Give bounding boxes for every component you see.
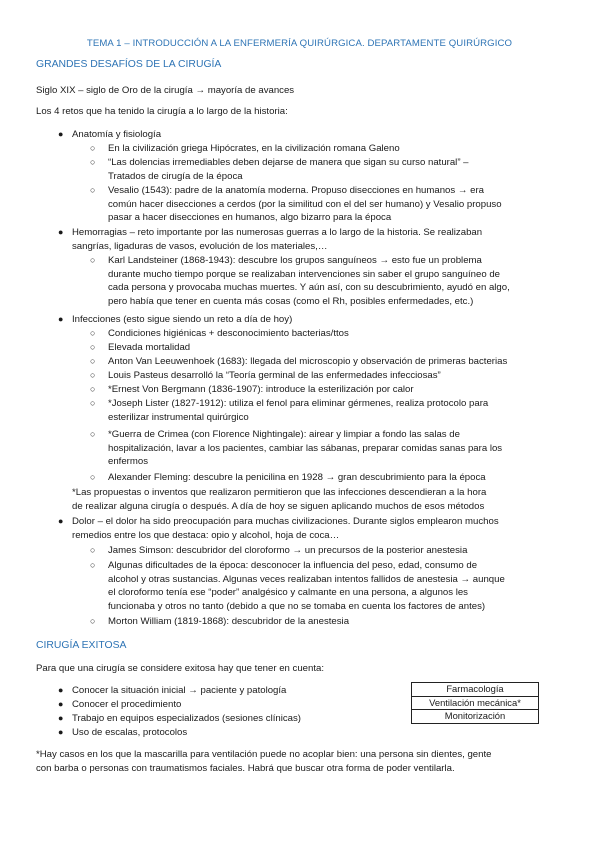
sub-bullet-condiciones [90,327,563,341]
table-row: Monitorización [412,710,538,724]
text-line: Hemorragias – reto importante por las numerosas guerras a lo largo de la historia. Se realizaban [72,227,483,238]
bullet-trabajo-equipos [58,712,402,726]
bullet-infecciones [58,313,563,327]
sub-bullet-crimea [90,428,563,469]
text-line: Alexander Fleming: descubre la penicilina en 1928 → gran descubrimiento para la época [108,472,486,483]
sub-bullet-morton [90,615,563,629]
bullet-dolor [58,515,563,542]
circle-bullet-icon: ○ [90,384,96,394]
text-line: alcohol y otras sustancias. Algunas veces realizaban intentos fallidos de anestesia → aunque [108,573,505,585]
text-line: *Guerra de Crimea (con Florence Nightingale): airear y limpiar a fondo las salas de [108,429,460,440]
text-line: En la civilización griega Hipócrates, en la civilización romana Galeno [108,143,400,154]
circle-bullet-icon: ○ [90,143,96,153]
sub-bullet-vesalio [90,184,563,225]
text-line: Morton William (1819-1868): descubridor de la anestesia [108,616,350,627]
text-line: “Las dolencias irremediables deben dejarse de manera que sigan su curso natural” – [108,157,469,168]
circle-bullet-icon: ○ [90,356,96,366]
text-line: enfermos [108,456,148,468]
section-heading-cirugia-exitosa: CIRUGÍA EXITOSA [36,640,127,651]
text-line: remedios entre los que destaca: opio y alcohol, hoja de coca… [72,529,340,541]
circle-bullet-icon: ○ [90,328,96,338]
bullet-anatomia-label: Anatomía y fisiología [72,129,162,140]
note-infecciones [72,486,563,513]
text-line: el cloroformo tenía ese “poder” analgésico y calmante en una persona, a algunos les [108,587,468,599]
circle-bullet-icon: ○ [90,157,96,167]
text-line: Algunas dificultades de la época: desconocer la influencia del peso, edad, consumo de [108,560,478,571]
text-line: sangrías, ligaduras de vasos, evolución de los materiales,… [72,240,328,252]
text-line: Tratados de cirugía de la época [108,170,243,182]
circle-bullet-icon: ○ [90,185,96,195]
text-line: hospitalización, lavar a los pacientes, cambiar las sábanas, preparar comidas sanas para los [108,442,503,454]
sub-bullet-leeuwenhoek [90,355,563,369]
circle-bullet-icon: ○ [90,472,96,482]
text-line: con barba o personas con traumatismos faciales. Habrá que buscar otra forma de poder ventilarla. [36,762,455,774]
bullet-dot-icon: ● [58,727,64,737]
bullet-dot-icon: ● [58,685,64,695]
text-line: Elevada mortalidad [108,342,191,353]
text-line: *Joseph Lister (1827-1912): utiliza el fenol para eliminar gérmenes, realiza protocolo para [108,398,489,409]
text-line: Trabajo en equipos especializados (sesiones clínicas) [72,713,301,724]
circle-bullet-icon: ○ [90,429,96,439]
paragraph-exitosa-intro: Para que una cirugía se considere exitosa hay que tener en cuenta: [36,663,325,674]
text-line: Anton Van Leeuwenhoek (1683): llegada del microscopio y observación de primeras bacterias [108,356,508,367]
text-line: Dolor – el dolor ha sido preocupación para muchas civilizaciones. Durante siglos emplearon muchos [72,516,499,527]
table-row: Farmacología [412,683,538,697]
text-line: *Ernest Von Bergmann (1836-1907): introduce la esterilización por calor [108,384,414,395]
bullet-dot-icon: ● [58,713,64,723]
document-title: TEMA 1 – INTRODUCCIÓN A LA ENFERMERÍA QUIRÚRGICA. DEPARTAMENTE QUIRÚRGICO [86,38,513,49]
sub-bullet-lister [90,397,563,424]
text-line: Louis Pasteus desarrolló la “Teoría germinal de las enfermedades infecciosas” [108,370,441,381]
text-line: Vesalio (1543): padre de la anatomía moderna. Propuso disecciones en humanos → era [108,185,484,196]
bullet-anatomia [58,128,563,142]
text-line: durante mucho tiempo porque se realizaban intervenciones sin saber el grupo sanguíneo de [108,268,500,280]
circle-bullet-icon: ○ [90,545,96,555]
bullet-procedimiento [58,698,402,712]
sub-bullet-dolencias [90,156,563,183]
bullet-hemorragias [58,226,563,253]
text-line: funcionaba y otros no tanto (debido a que no se tomaba en cuenta los factores de antes) [108,600,486,612]
sub-bullet-landsteiner [90,254,563,308]
text-line: *Hay casos en los que la mascarilla para ventilación puede no acoplar bien: una persona sin dientes, gente [36,749,492,760]
circle-bullet-icon: ○ [90,560,96,570]
sub-bullet-fleming [90,471,563,485]
circle-bullet-icon: ○ [90,616,96,626]
bullet-escalas [58,726,402,740]
circle-bullet-icon: ○ [90,398,96,408]
circle-bullet-icon: ○ [90,370,96,380]
text-line: *Las propuestas o inventos que realizaron permitieron que las infecciones descendieran a la hora [72,487,487,498]
paragraph-siglo-xix: Siglo XIX – siglo de Oro de la cirugía → mayoría de avances [36,85,295,96]
text-line: Conocer la situación inicial → paciente y patología [72,685,287,696]
paragraph-retos-intro: Los 4 retos que ha tenido la cirugía a lo largo de la historia: [36,106,288,117]
table-row: Ventilación mecánica* [412,697,538,711]
requirements-table [411,682,539,724]
text-line: de realizar alguna cirugía o después. A día de hoy se siguen aplicando muchos de esos métodos [72,500,485,512]
bullet-dot-icon: ● [58,227,64,237]
text-line: pasar a hacer disecciones en humanos, algo bizarro para la época [108,212,392,224]
sub-bullet-bergmann [90,383,563,397]
bullet-infecciones-label: Infecciones (esto sigue siendo un reto a día de hoy) [72,314,293,325]
note-mascarilla [36,748,563,775]
text-line: pero había que tener en cuenta más cosas (como el Rh, posibles enfermedades, etc.) [108,295,474,307]
text-line: Conocer el procedimiento [72,699,182,710]
circle-bullet-icon: ○ [90,342,96,352]
text-line: James Simson: descubridor del cloroformo → un precursos de la posterior anestesia [108,545,468,556]
text-line: Condiciones higiénicas + desconocimiento bacterias/ttos [108,328,349,339]
bullet-dot-icon: ● [58,129,64,139]
sub-bullet-hipocrates [90,142,563,156]
sub-bullet-simson [90,544,563,558]
sub-bullet-pasteus [90,369,563,383]
bullet-dot-icon: ● [58,314,64,324]
circle-bullet-icon: ○ [90,255,96,265]
bullet-dot-icon: ● [58,516,64,526]
text-line: Karl Landsteiner (1868-1943): descubre los grupos sanguíneos → esto fue un problema [108,255,482,266]
bullet-dot-icon: ● [58,699,64,709]
bullet-situacion-inicial [58,684,402,698]
text-line: Uso de escalas, protocolos [72,727,188,738]
sub-bullet-mortalidad [90,341,563,355]
text-line: esterilizar instrumental quirúrgico [108,411,249,423]
text-line: cada persona y provocaba muchas muertes. Y aún así, con su descubrimiento, ayudó en algo, [108,282,510,294]
text-line: común hacer disecciones a cerdos (por la similitud con el del ser humano) y Vesalio propuso [108,198,502,210]
section-heading-grandes-desafios: GRANDES DESAFÍOS DE LA CIRUGÍA [36,59,222,70]
sub-bullet-dificultades [90,559,563,613]
